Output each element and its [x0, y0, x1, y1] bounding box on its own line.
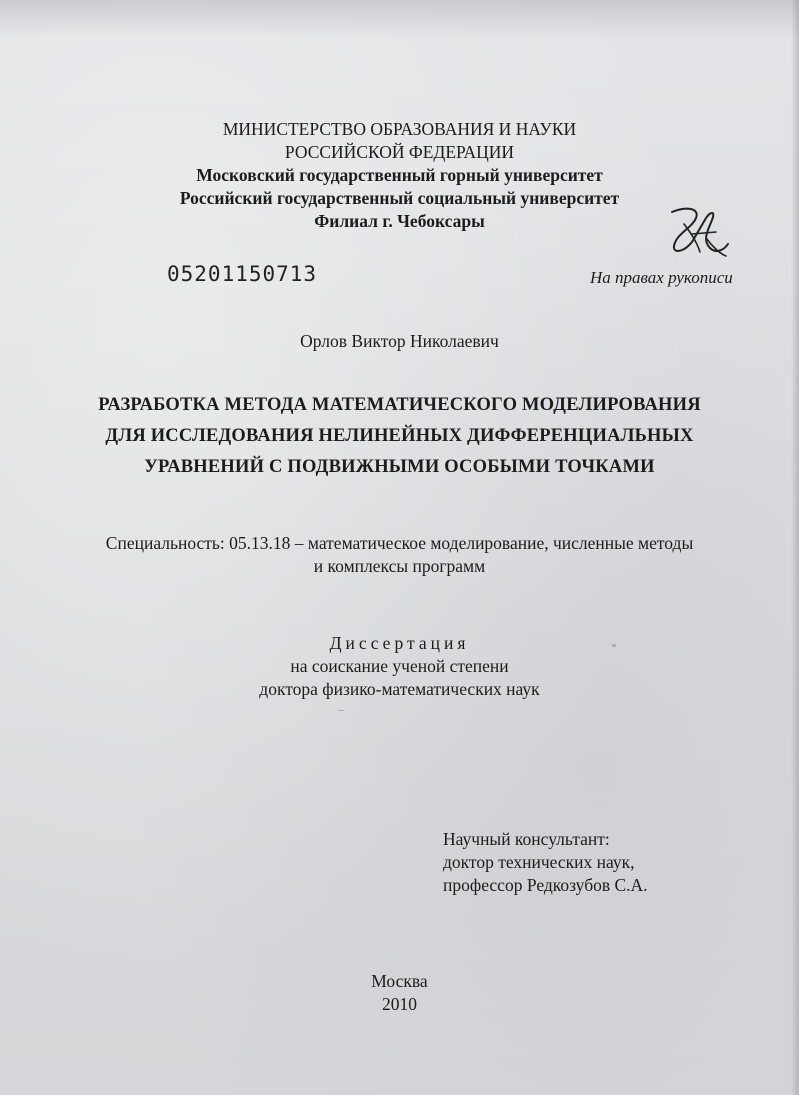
advisor-line-1: Научный консультант: — [443, 829, 610, 849]
title-line-3: УРАВНЕНИЙ С ПОДВИЖНЫМИ ОСОБЫМИ ТОЧКАМИ — [144, 457, 655, 477]
dissertation-label: Диссертация — [329, 633, 470, 653]
dissertation-type — [0, 632, 799, 701]
scan-speck — [338, 710, 344, 711]
advisor-line-2: доктор технических наук, — [443, 852, 635, 872]
specialty-line-1: Специальность: 05.13.18 – математическое моделирование, численные методы — [105, 533, 694, 553]
registration-number-stamp: 05201150713 — [167, 262, 318, 286]
scan-speck — [612, 644, 616, 647]
degree-line-2: доктора физико-математических наук — [259, 679, 540, 699]
degree-line-1: на соискание ученой степени — [290, 656, 509, 676]
handwritten-signature — [666, 204, 732, 258]
specialty — [0, 532, 799, 578]
dissertation-title — [0, 390, 799, 483]
city: Москва — [371, 971, 428, 991]
place-and-year — [0, 970, 799, 1016]
ministry-line-2: РОССИЙСКОЙ ФЕДЕРАЦИИ — [284, 142, 515, 162]
manuscript-note: На правах рукописи — [590, 268, 733, 287]
specialty-line-2: и комплексы программ — [313, 556, 486, 576]
university-2: Российский государственный социальный университет — [179, 188, 620, 208]
year: 2010 — [382, 994, 417, 1014]
author-name: Орлов Виктор Николаевич — [300, 331, 499, 351]
title-line-1: РАЗРАБОТКА МЕТОДА МАТЕМАТИЧЕСКОГО МОДЕЛИРОВАНИЯ — [98, 395, 701, 415]
advisor-line-3: профессор Редкозубов С.А. — [443, 875, 648, 895]
title-line-2: ДЛЯ ИССЛЕДОВАНИЯ НЕЛИНЕЙНЫХ ДИФФЕРЕНЦИАЛЬНЫХ — [105, 426, 694, 446]
scan-top-shadow — [0, 0, 799, 40]
ministry-line-1: МИНИСТЕРСТВО ОБРАЗОВАНИЯ И НАУКИ — [222, 119, 577, 139]
university-1: Московский государственный горный университет — [196, 165, 603, 185]
branch-name: Филиал г. Чебоксары — [314, 211, 485, 231]
scientific-advisor — [443, 828, 648, 897]
